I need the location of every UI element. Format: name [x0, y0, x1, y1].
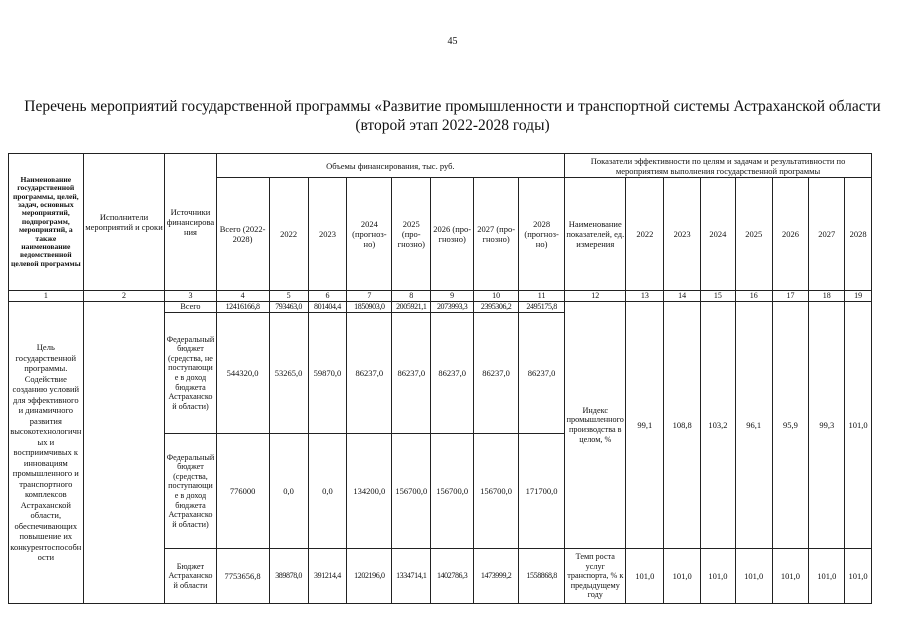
value-cell: 86237,0: [392, 313, 431, 434]
header-indicator-name: Наименование показателей, ед. измерения: [565, 178, 626, 291]
value-cell: 2495175,8: [519, 302, 565, 313]
value-cell: 0,0: [308, 434, 347, 549]
col-num: 16: [735, 291, 772, 302]
header-year-2025: 2025 (про-гнозно): [392, 178, 431, 291]
value-cell: 53265,0: [269, 313, 308, 434]
col-num: 7: [347, 291, 392, 302]
col-num: 6: [308, 291, 347, 302]
indicator-value: 101,0: [735, 549, 772, 604]
source-cell: Всего: [165, 302, 216, 313]
header-year-2024: 2024 (прогноз-но): [347, 178, 392, 291]
source-cell: Федеральный бюджет (средства, не поступающие в доход бюджета Астраханской области): [165, 313, 216, 434]
source-cell: Бюджет Астраханской области: [165, 549, 216, 604]
value-cell: 1558868,8: [519, 549, 565, 604]
value-cell: 0,0: [269, 434, 308, 549]
header-year-2026: 2026 (про-гнозно): [431, 178, 474, 291]
value-cell: 59870,0: [308, 313, 347, 434]
value-cell: 2073993,3: [431, 302, 474, 313]
col-num: 19: [845, 291, 872, 302]
value-cell: 391214,4: [308, 549, 347, 604]
header-program-name: Наименование государственной программы, целей, задач, основных мероприятий, подпрограмм, мероприятий, а также наименование ведомственной целевой программы: [9, 154, 84, 291]
col-num: 9: [431, 291, 474, 302]
title-line-1: Перечень мероприятий государственной программы «Развитие промышленности и транспортной системы Астраханской области: [24, 98, 881, 115]
header-indicators: Показатели эффективности по целям и задачам и результативности по мероприятиям выполнения государственной программы: [565, 154, 872, 178]
header-funding-sources: Источники финансирования: [165, 154, 216, 291]
header-year-2022: 2022: [269, 178, 308, 291]
value-cell: 156700,0: [474, 434, 519, 549]
header-ind-2026: 2026: [772, 178, 809, 291]
indicator-value: 101,0: [664, 549, 701, 604]
col-num: 12: [565, 291, 626, 302]
value-cell: 544320,0: [216, 313, 269, 434]
value-cell: 171700,0: [519, 434, 565, 549]
value-cell: 389878,0: [269, 549, 308, 604]
col-num: 4: [216, 291, 269, 302]
value-cell: 134200,0: [347, 434, 392, 549]
header-year-2028: 2028 (прогноз-но): [519, 178, 565, 291]
col-num: 11: [519, 291, 565, 302]
indicator-value: 101,0: [845, 549, 872, 604]
col-num: 10: [474, 291, 519, 302]
indicator-value: 95,9: [772, 302, 809, 549]
value-cell: 776000: [216, 434, 269, 549]
header-ind-2025: 2025: [735, 178, 772, 291]
column-number-row: [9, 291, 872, 302]
col-num: 1: [9, 291, 84, 302]
value-cell: 86237,0: [519, 313, 565, 434]
value-cell: 156700,0: [392, 434, 431, 549]
value-cell: 86237,0: [347, 313, 392, 434]
value-cell: 86237,0: [431, 313, 474, 434]
indicator-value: 99,1: [626, 302, 664, 549]
indicator-value: 101,0: [772, 549, 809, 604]
value-cell: 86237,0: [474, 313, 519, 434]
value-cell: 2395306,2: [474, 302, 519, 313]
col-num: 8: [392, 291, 431, 302]
header-year-2023: 2023: [308, 178, 347, 291]
col-num: 14: [664, 291, 701, 302]
indicator-name: Индекс промышленного производства в целом, %: [565, 302, 626, 549]
indicator-value: 96,1: [735, 302, 772, 549]
table-row: [9, 302, 872, 313]
indicator-value: 108,8: [664, 302, 701, 549]
col-num: 5: [269, 291, 308, 302]
col-num: 18: [809, 291, 845, 302]
header-year-2027: 2027 (про-гнозно): [474, 178, 519, 291]
indicator-value: 99,3: [809, 302, 845, 549]
col-num: 2: [83, 291, 165, 302]
col-num: 15: [701, 291, 736, 302]
document-title: [20, 97, 885, 135]
header-executors: Исполнители мероприятий и сроки: [83, 154, 165, 291]
page-number: 45: [447, 36, 458, 47]
source-cell: Федеральный бюджет (средства, поступающие в доход бюджета Астраханской области): [165, 434, 216, 549]
header-ind-2024: 2024: [701, 178, 736, 291]
header-ind-2023: 2023: [664, 178, 701, 291]
value-cell: 1334714,1: [392, 549, 431, 604]
indicator-value: 103,2: [701, 302, 736, 549]
indicator-value: 101,0: [809, 549, 845, 604]
indicator-value: 101,0: [626, 549, 664, 604]
col-num: 3: [165, 291, 216, 302]
goal-description: Цель государственной программы. Содействие созданию условий для эффективного и динамичного развития высокотехнологичных и восприимчивых к инновациям промышленного и транспортного комплексов Астраханской области, обеспечивающих повышение их конкурентоспособности: [9, 302, 84, 604]
value-cell: 793463,0: [269, 302, 308, 313]
col-num: 17: [772, 291, 809, 302]
value-cell: 1402786,3: [431, 549, 474, 604]
col-num: 13: [626, 291, 664, 302]
value-cell: 1202196,0: [347, 549, 392, 604]
header-funding-volumes: Объемы финансирования, тыс. руб.: [216, 154, 565, 178]
header-ind-2022: 2022: [626, 178, 664, 291]
indicator-value: 101,0: [701, 549, 736, 604]
executors-cell: [83, 302, 165, 604]
header-total: Всего (2022-2028): [216, 178, 269, 291]
value-cell: 801404,4: [308, 302, 347, 313]
value-cell: 1850903,0: [347, 302, 392, 313]
program-measures-table: [8, 153, 872, 604]
indicator-name: Темп роста услуг транспорта, % к предыдущему году: [565, 549, 626, 604]
value-cell: 2005921,1: [392, 302, 431, 313]
title-line-2: (второй этап 2022-2028 годы): [355, 117, 550, 134]
value-cell: 1473999,2: [474, 549, 519, 604]
value-cell: 156700,0: [431, 434, 474, 549]
value-cell: 12416166,8: [216, 302, 269, 313]
value-cell: 7753656,8: [216, 549, 269, 604]
header-ind-2028: 2028: [845, 178, 872, 291]
indicator-value: 101,0: [845, 302, 872, 549]
header-ind-2027: 2027: [809, 178, 845, 291]
